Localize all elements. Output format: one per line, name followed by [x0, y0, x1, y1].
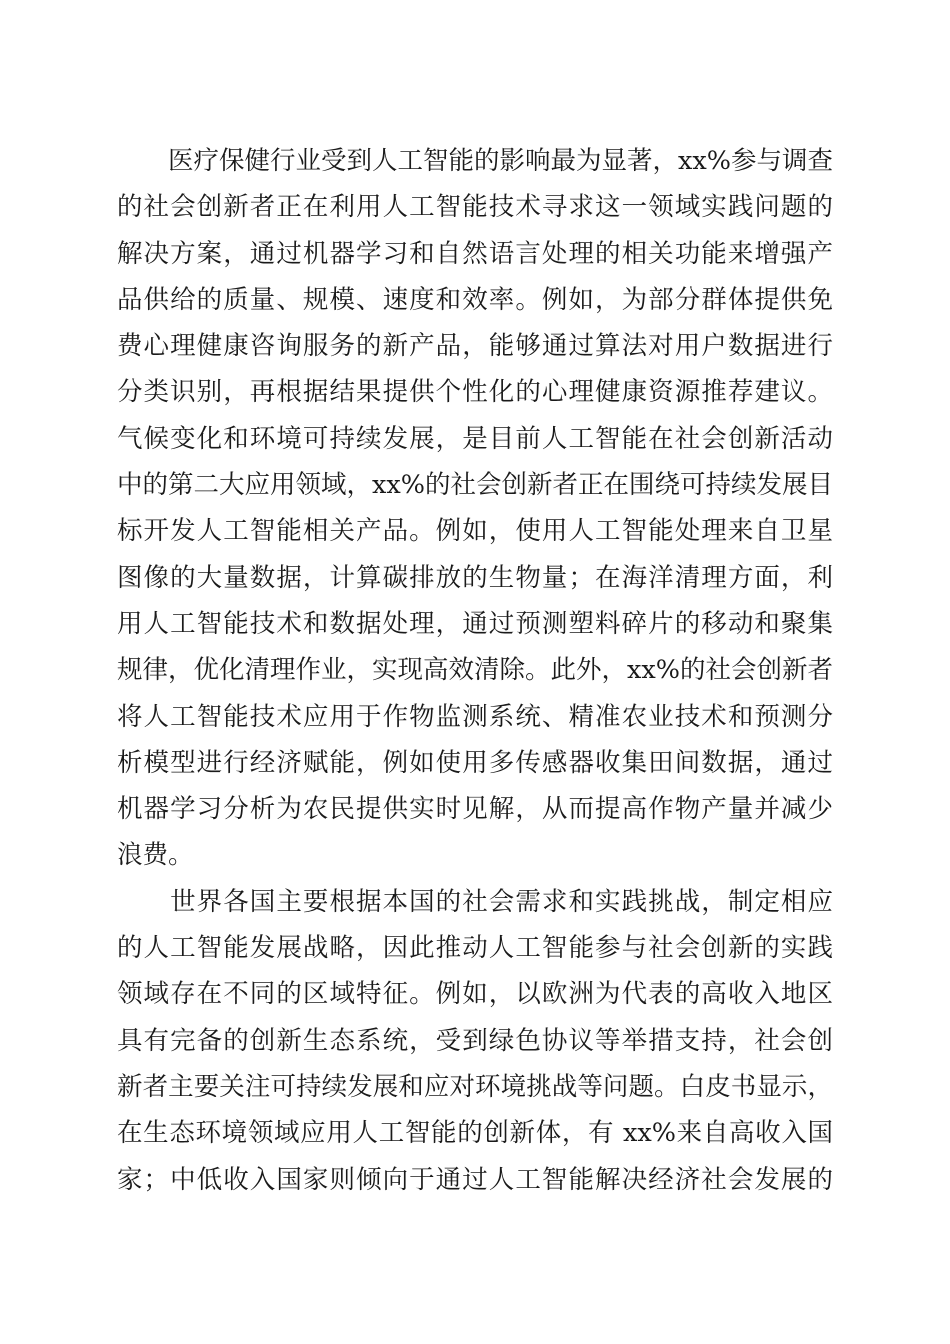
body-text — [117, 138, 833, 1203]
text-line: 解决方案，通过机器学习和自然语言处理的相关功能来增强产 — [117, 238, 833, 269]
text-line: 气候变化和环境可持续发展，是目前人工智能在社会创新活动 — [117, 423, 833, 454]
text-line: 品供给的质量、规模、速度和效率。例如，为部分群体提供免 — [117, 284, 833, 315]
text-line: 浪费。 — [117, 840, 194, 871]
text-line: 规律，优化清理作业，实现高效清除。此外，xx%的社会创新者 — [117, 655, 833, 686]
text-line: 标开发人工智能相关产品。例如，使用人工智能处理来自卫星 — [117, 516, 833, 547]
text-line: 领域存在不同的区域特征。例如，以欧洲为代表的高收入地区 — [117, 979, 833, 1010]
text-line: 新者主要关注可持续发展和应对环境挑战等问题。白皮书显示， — [117, 1071, 833, 1102]
text-line: 机器学习分析为农民提供实时见解，从而提高作物产量并减少 — [117, 794, 833, 825]
text-line: 用人工智能技术和数据处理，通过预测塑料碎片的移动和聚集 — [117, 608, 833, 639]
text-line: 的社会创新者正在利用人工智能技术寻求这一领域实践问题的 — [117, 192, 833, 223]
text-line: 图像的大量数据，计算碳排放的生物量；在海洋清理方面，利 — [117, 562, 833, 593]
text-line: 具有完备的创新生态系统，受到绿色协议等举措支持，社会创 — [117, 1025, 833, 1056]
text-line: 中的第二大应用领域，xx%的社会创新者正在围绕可持续发展目 — [117, 470, 833, 501]
text-line: 分类识别，再根据结果提供个性化的心理健康资源推荐建议。 — [117, 377, 833, 408]
text-line: 析模型进行经济赋能，例如使用多传感器收集田间数据，通过 — [117, 747, 833, 778]
text-line: 世界各国主要根据本国的社会需求和实践挑战，制定相应 — [117, 886, 833, 917]
text-line: 的人工智能发展战略，因此推动人工智能参与社会创新的实践 — [117, 933, 833, 964]
text-line: 费心理健康咨询服务的新产品，能够通过算法对用户数据进行 — [117, 331, 833, 362]
text-line: 家；中低收入国家则倾向于通过人工智能解决经济社会发展的 — [117, 1164, 833, 1195]
text-line: 医疗保健行业受到人工智能的影响最为显著，xx%参与调查 — [117, 146, 833, 176]
text-line: 在生态环境领域应用人工智能的创新体，有 xx%来自高收入国 — [117, 1118, 833, 1149]
text-line: 将人工智能技术应用于作物监测系统、精准农业技术和预测分 — [117, 701, 833, 732]
